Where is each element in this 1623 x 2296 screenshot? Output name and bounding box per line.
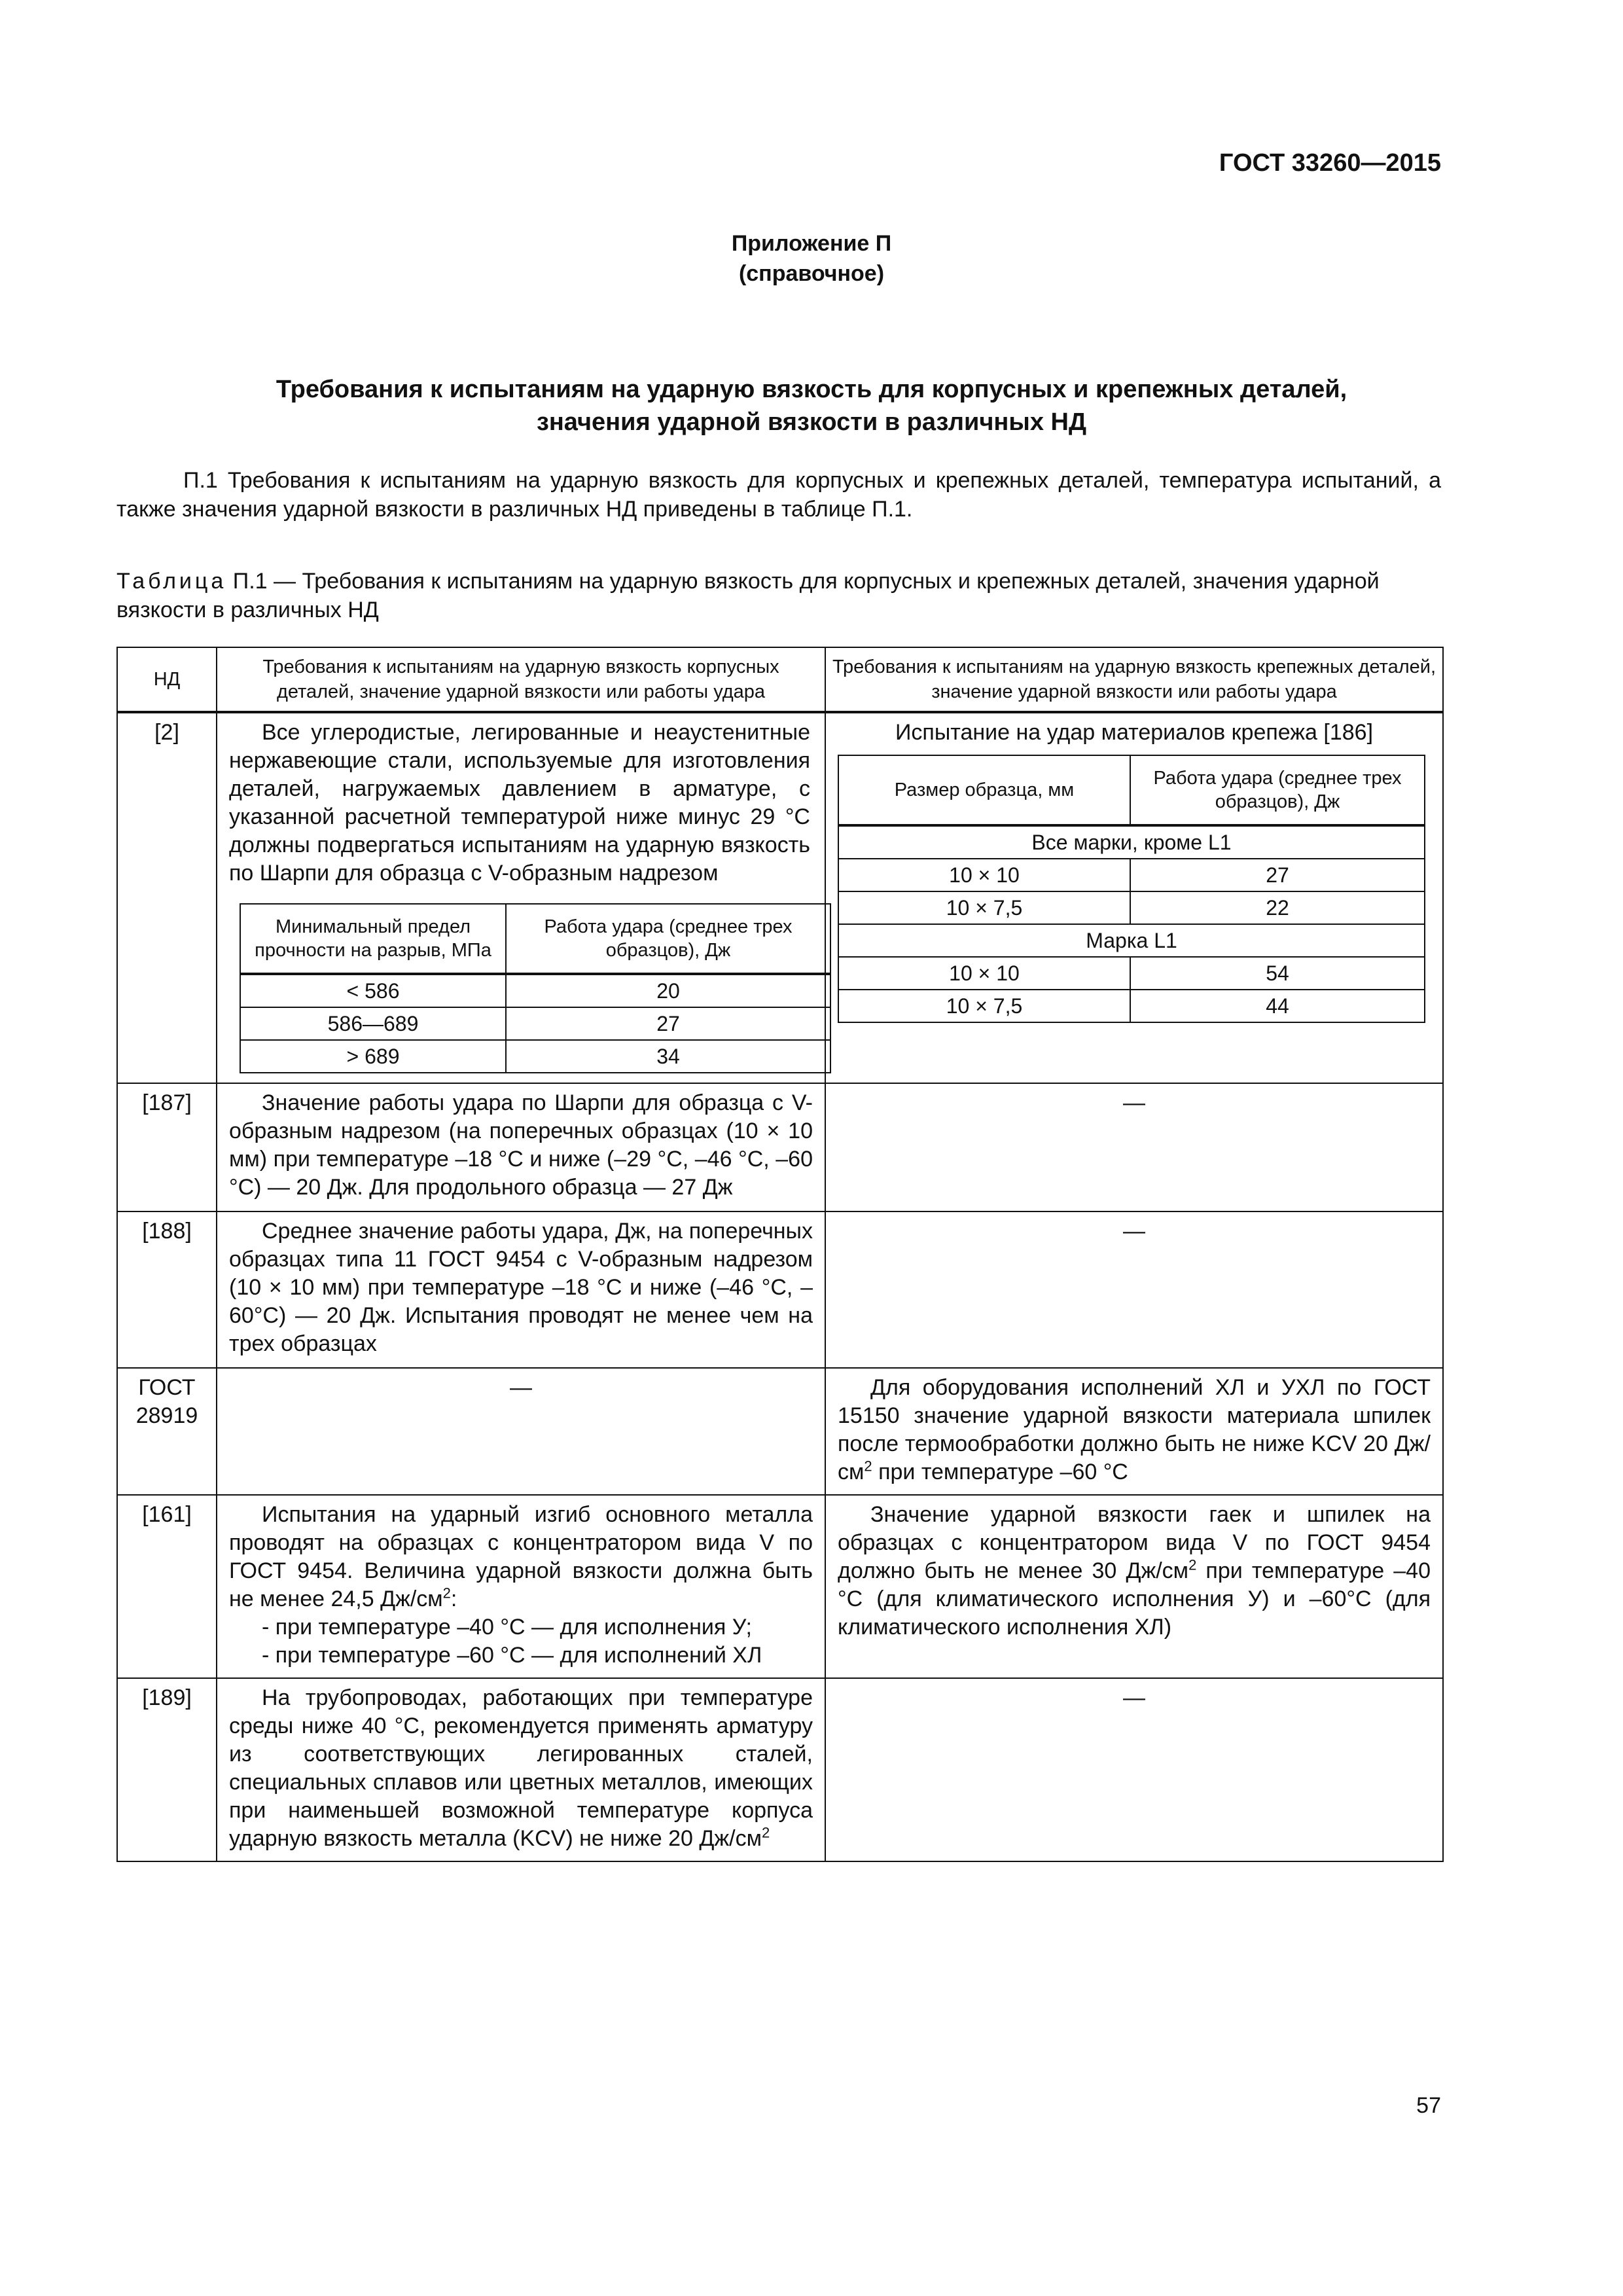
subtable-cell: 44 [1130,990,1425,1022]
subtable-header-size: Размер образца, мм [838,755,1130,825]
subtable-group: Марка L1 [838,924,1425,957]
table-row [117,1083,1443,1211]
body-text: Все углеродистые, легированные и неаустенитные нержавеющие стали, используемые для изготовления деталей, нагружаемых давлением в арматуре, с указанной расчетной температурой ниже минус 29 °С должны подвергаться испытаниям на ударную вязкость по Шарпи для образца с V-образным надрезом [229,720,810,886]
body-cell: Значение работы удара по Шарпи для образца с V-образным надрезом (на поперечных образцах (10 × 10 мм) при температуре –18 °С и ниже (–29 °С, –46 °С, –60 °С) — 20 Дж. Для продольного образца — 27 Дж [217,1083,825,1211]
header-nd: НД [117,647,217,712]
fastener-text-tail: при температуре –40 °С (для климатического исполнения У) и –60°С (для климатического исполнения ХЛ) [838,1558,1431,1640]
superscript: 2 [761,1824,770,1841]
section-title-line2: значения ударной вязкости в различных НД [536,408,1087,436]
body-cell [217,1678,825,1861]
subtable-cell: 34 [506,1040,830,1073]
fastener-text: Испытание на удар материалов крепежа [186] [895,720,1374,745]
subtable-cell: 20 [506,974,830,1007]
nd-cell [117,1368,217,1495]
table-caption-label: Таблица [116,569,227,594]
fastener-text: Для оборудования исполнений ХЛ и УХЛ по ГОСТ 15150 значение ударной вязкости материала шпилек после термообработки должно быть не ниже KCV 20 Дж/см [838,1375,1431,1484]
nd-cell: [2] [117,712,217,1083]
superscript: 2 [442,1585,451,1602]
table-row [117,1678,1443,1861]
subtable-header-impact: Работа удара (среднее трех образцов), Дж [1130,755,1425,825]
appendix-subtitle: (справочное) [738,261,885,286]
fastener-cell: — [825,1083,1443,1211]
intro-paragraph [116,466,1441,524]
fastener-text: Значение ударной вязкости гаек и шпилек на образцах с концентратором вида V по ГОСТ 9454 должно быть не менее 30 Дж/см [838,1502,1431,1583]
table-row [117,1495,1443,1678]
table-caption-text: П.1 — Требования к испытаниям на ударную вязкость для корпусных и крепежных деталей, значения ударной вязкости в различных НД [116,569,1380,622]
header-body-parts: Требования к испытаниям на ударную вязкость корпусных деталей, значение ударной вязкости или работы удара [217,647,825,712]
body-cell [217,1495,825,1678]
fastener-cell [825,1368,1443,1495]
fastener-text-tail: при температуре –60 °С [872,1460,1128,1484]
subtable-cell: 54 [1130,957,1425,990]
table-caption [116,567,1441,624]
intro-paragraph-text: П.1 Требования к испытаниям на ударную вязкость для корпусных и крепежных деталей, температура испытаний, а также значения ударной вязкости в различных НД приведены в таблице П.1. [116,468,1441,522]
subtable-cell: 27 [1130,859,1425,891]
header-fasteners: Требования к испытаниям на ударную вязкость крепежных деталей, значение ударной вязкости или работы удара [825,647,1443,712]
nd-cell: [161] [117,1495,217,1678]
impact-requirements-table [116,647,1444,1862]
fastener-cell: — [825,1678,1443,1861]
page-number: 57 [1416,2093,1441,2118]
list-item: - при температуре –40 °С — для исполнения У; [262,1615,752,1640]
fastener-cell [825,1495,1443,1678]
nd-cell: [187] [117,1083,217,1211]
appendix-title: Приложение П [731,231,892,256]
section-title [0,373,1623,439]
subtable-cell: 586—689 [240,1007,506,1040]
body-cell [217,712,825,1083]
fastener-cell: — [825,1211,1443,1368]
subtable-cell: 10 × 7,5 [838,891,1130,924]
nd-cell: [188] [117,1211,217,1368]
nd-line: 28919 [135,1403,198,1428]
subtable-cell: 27 [506,1007,830,1040]
superscript: 2 [1188,1556,1197,1573]
body-text-main: На трубопроводах, работающих при температуре среды ниже 40 °С, рекомендуется применять арматуру из соответствующих легированных сталей, специальных сплавов или цветных металлов, имеющих при наименьшей возможной температуре корпуса ударную вязкость металла (KCV) не ниже 20 Дж/см [229,1685,813,1851]
table-row [117,1211,1443,1368]
superscript: 2 [864,1458,872,1475]
subtable-group: Все марки, кроме L1 [838,825,1425,859]
nd-cell: [189] [117,1678,217,1861]
body-cell: Среднее значение работы удара, Дж, на поперечных образцах типа 11 ГОСТ 9454 с V-образным надрезом (10 × 10 мм) при температуре –18 °С и ниже (–46 °С, –60°С) — 20 Дж. Испытания проводят не менее чем на трех образцах [217,1211,825,1368]
table-header-row [117,647,1443,712]
table-row [117,1368,1443,1495]
subtable-header-impact: Работа удара (среднее трех образцов), Дж [506,904,830,974]
nd-line: ГОСТ [138,1375,196,1400]
subtable-cell: < 586 [240,974,506,1007]
subtable-cell: 22 [1130,891,1425,924]
subtable-cell: 10 × 10 [838,859,1130,891]
table-row [117,712,1443,1083]
subtable-cell: 10 × 7,5 [838,990,1130,1022]
body-text-main: Испытания на ударный изгиб основного металла проводят на образцах с концентратором вида V по ГОСТ 9454. Величина ударной вязкости должна быть не менее 24,5 Дж/см [229,1502,813,1611]
body-cell: — [217,1368,825,1495]
subtable-header-strength: Минимальный предел прочности на разрыв, МПа [240,904,506,974]
subtable-cell: > 689 [240,1040,506,1073]
body-text [229,1501,813,1613]
list-item: - при температуре –60 °С — для исполнений ХЛ [262,1643,762,1668]
tensile-impact-subtable [240,903,831,1073]
document-code: ГОСТ 33260—2015 [1219,149,1441,177]
section-title-line1: Требования к испытаниям на ударную вязкость для корпусных и крепежных деталей, [276,376,1347,403]
subtable-cell: 10 × 10 [838,957,1130,990]
body-text-tail: : [450,1587,457,1611]
specimen-impact-subtable [838,755,1425,1023]
fastener-cell [825,712,1443,1083]
